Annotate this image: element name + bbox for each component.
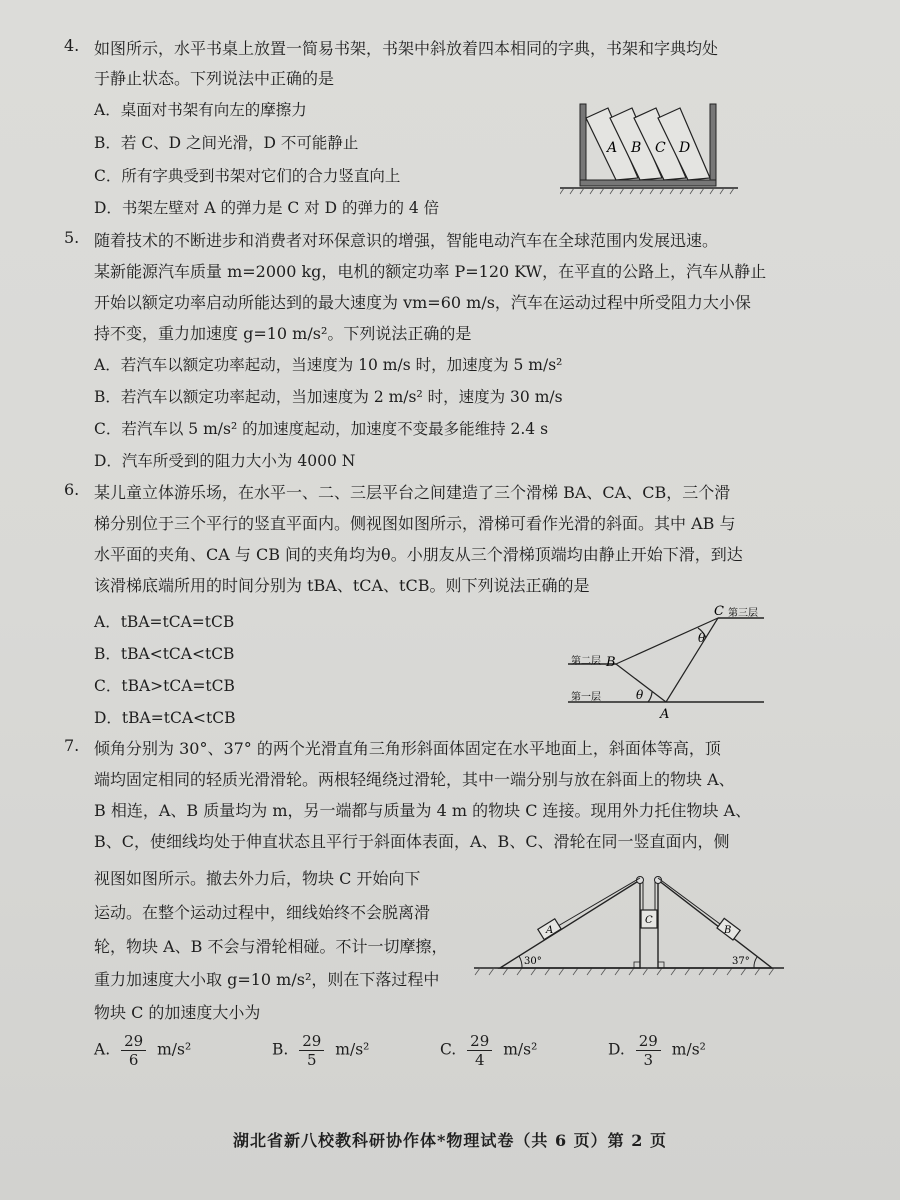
angle-37-label: 37° <box>732 956 750 967</box>
question-number: 6. <box>64 480 80 499</box>
option-c: C．所有字典受到书架对它们的合力竖直向上 <box>94 167 401 185</box>
question-text-line: 端均固定相同的轻质光滑滑轮。两根轻绳绕过滑轮，其中一端分别与放在斜面上的物块 A、 <box>94 770 735 789</box>
option-c: C. $\frac{29}{4}$ m/s² <box>440 1032 538 1069</box>
question-text-line: 于静止状态。下列说法中正确的是 <box>94 69 335 88</box>
question-text-line: 该滑梯底端所用的时间分别为 tBA、tCA、tCB。则下列说法正确的是 <box>94 576 590 595</box>
fraction: $\frac{29}{5}$ <box>299 1032 324 1069</box>
page-footer: 湖北省新八校教科研协作体*物理试卷（共 6 页）第 2 页 <box>233 1131 667 1150</box>
layer-3-label: 第三层 <box>728 608 758 619</box>
angle-30-label: 30° <box>524 956 542 967</box>
bookshelf-diagram <box>560 100 740 200</box>
question-number: 7. <box>64 736 80 755</box>
book-label: D <box>679 140 691 156</box>
book-label: C <box>655 140 666 156</box>
layer-1-label: 第一层 <box>571 692 601 703</box>
fraction: $\frac{29}{6}$ <box>121 1032 146 1069</box>
question-text-line: 倾角分别为 30°、37° 的两个光滑直角三角形斜面体固定在水平地面上，斜面体等高，顶 <box>94 739 721 758</box>
option-d: D．汽车所受到的阻力大小为 4000 N <box>94 452 356 470</box>
block-c-label: C <box>645 915 653 926</box>
option-d: D．tBA=tCA<tCB <box>94 709 236 727</box>
question-text-line: 视图如图所示。撤去外力后，物块 C 开始向下 <box>94 869 421 888</box>
option-b: B. $\frac{29}{5}$ m/s² <box>272 1032 370 1069</box>
question-text-line: 轮，物块 A、B 不会与滑轮相碰。不计一切摩擦， <box>94 937 448 956</box>
theta-label: θ <box>636 688 644 702</box>
option-d: D. $\frac{29}{3}$ m/s² <box>608 1032 706 1069</box>
point-c-label: C <box>714 604 724 619</box>
question-text-line: 某新能源汽车质量 m=2000 kg，电机的额定功率 P=120 KW，在平直的公路上，汽车从静止 <box>94 262 767 281</box>
question-text-line: 重力加速度大小取 g=10 m/s²，则在下落过程中 <box>94 970 440 989</box>
fraction: $\frac{29}{4}$ <box>467 1032 492 1069</box>
question-text-line: 物块 C 的加速度大小为 <box>94 1003 261 1022</box>
book-label: B <box>631 140 642 156</box>
book-label: A <box>607 140 618 156</box>
slide-diagram <box>568 604 768 726</box>
question-text-line: 如图所示，水平书桌上放置一简易书架，书架中斜放着四本相同的字典，书架和字典均处 <box>94 39 719 58</box>
question-text-line: 持不变，重力加速度 g=10 m/s²。下列说法正确的是 <box>94 324 472 343</box>
question-text-line: B、C，使细线均处于伸直状态且平行于斜面体表面，A、B、C、滑轮在同一竖直面内，侧 <box>94 832 730 851</box>
question-number: 4. <box>64 36 80 55</box>
block-b-label: B <box>724 925 732 936</box>
option-a: A．桌面对书架有向左的摩擦力 <box>94 101 307 119</box>
question-text-line: 运动。在整个运动过程中，细线始终不会脱离滑 <box>94 903 431 922</box>
option-a: A. $\frac{29}{6}$ m/s² <box>94 1032 192 1069</box>
option-c: C．tBA>tCA=tCB <box>94 677 235 695</box>
option-c: C．若汽车以 5 m/s² 的加速度起动，加速度不变最多能维持 2.4 s <box>94 420 549 438</box>
question-text-line: 随着技术的不断进步和消费者对环保意识的增强，智能电动汽车在全球范围内发展迅速。 <box>94 231 719 250</box>
option-b: B．tBA<tCA<tCB <box>94 645 235 663</box>
fraction-options <box>94 1032 834 1082</box>
point-a-label: A <box>660 707 670 722</box>
option-a: A．tBA=tCA=tCB <box>94 613 235 631</box>
incline-diagram <box>470 864 788 982</box>
point-b-label: B <box>606 655 616 670</box>
option-d: D．书架左壁对 A 的弹力是 C 对 D 的弹力的 4 倍 <box>94 199 440 217</box>
question-text-line: B 相连，A、B 质量均为 m，另一端都与质量为 4 m 的物块 C 连接。现用外力托住物块 A、 <box>94 801 752 820</box>
question-text-line: 某儿童立体游乐场，在水平一、二、三层平台之间建造了三个滑梯 BA、CA、CB，三个滑 <box>94 483 731 502</box>
question-text-line: 开始以额定功率启动所能达到的最大速度为 vm=60 m/s，汽车在运动过程中所受阻力大小保 <box>94 293 751 312</box>
theta-label: θ <box>698 631 706 645</box>
question-number: 5. <box>64 228 80 247</box>
question-text-line: 梯分别位于三个平行的竖直平面内。侧视图如图所示，滑梯可看作光滑的斜面。其中 AB 与 <box>94 514 736 533</box>
layer-2-label: 第二层 <box>571 656 601 667</box>
fraction: $\frac{29}{3}$ <box>636 1032 661 1069</box>
option-b: B．若汽车以额定功率起动，当加速度为 2 m/s² 时，速度为 30 m/s <box>94 388 563 406</box>
block-a-label: A <box>546 925 554 936</box>
option-b: B．若 C、D 之间光滑，D 不可能静止 <box>94 134 359 152</box>
option-a: A．若汽车以额定功率起动，当速度为 10 m/s 时，加速度为 5 m/s² <box>94 356 563 374</box>
question-text-line: 水平面的夹角、CA 与 CB 间的夹角均为θ。小朋友从三个滑梯顶端均由静止开始下滑，到达 <box>94 545 743 564</box>
